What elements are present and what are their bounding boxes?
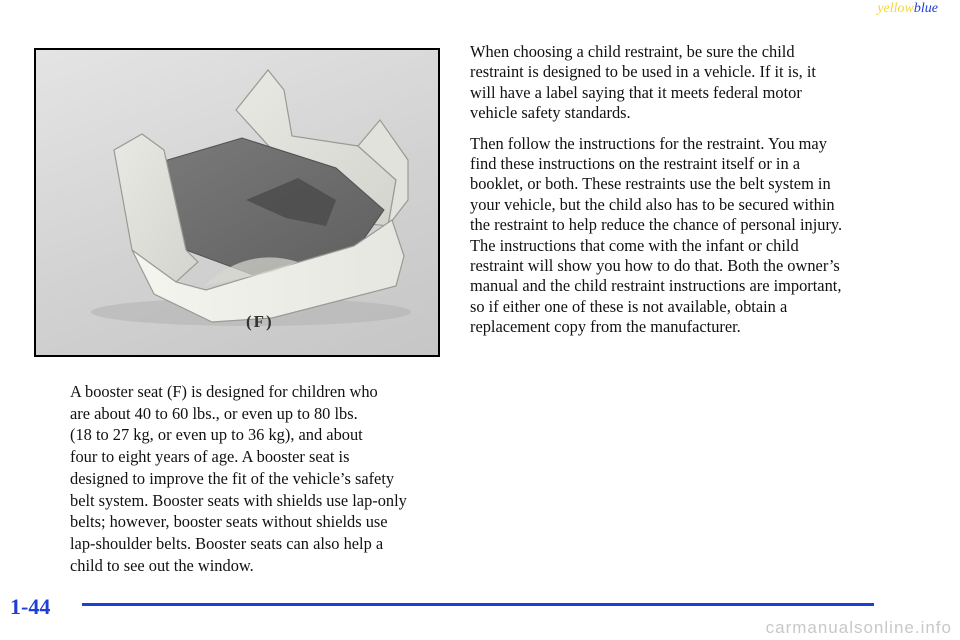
paragraph-line: the restraint to help reduce the chance of personal injury. — [470, 215, 843, 235]
color-tag-yellow: yellow — [877, 1, 914, 16]
booster-seat-illustration — [34, 48, 440, 357]
color-tag-blue: blue — [913, 1, 938, 16]
caption-line: are about 40 to 60 lbs., or even up to 80 lbs. — [70, 403, 358, 423]
paragraph-line: Then follow the instructions for the restraint. You may — [470, 133, 827, 153]
booster-seat-drawing — [36, 50, 438, 355]
caption-line: belts; however, booster seats without shields use — [70, 512, 388, 532]
paragraph-choosing-restraint — [470, 42, 885, 124]
caption-line: lap-shoulder belts. Booster seats can also help a — [70, 533, 384, 553]
paragraph-line: restraint is designed to be used in a vehicle. If it is, it — [470, 62, 816, 82]
caption-line: designed to improve the fit of the vehicle’s safety — [70, 468, 395, 488]
paragraph-line: replacement copy from the manufacturer. — [470, 317, 741, 337]
paragraph-line: When choosing a child restraint, be sure the child — [470, 42, 795, 61]
paragraph-line: vehicle safety standards. — [470, 103, 631, 123]
caption-line: four to eight years of age. A booster seat is — [70, 447, 350, 467]
paragraph-line: manual and the child restraint instructions are important, — [470, 276, 842, 296]
caption-line: A booster seat (F) is designed for children who — [70, 382, 378, 401]
paragraph-line: restraint will show you how to do that. Both the owner’s — [470, 256, 840, 276]
paragraph-line: find these instructions on the restraint itself or in a — [470, 154, 801, 174]
paragraph-follow-instructions — [470, 134, 885, 338]
paragraph-line: booklet, or both. These restraints use the belt system in — [470, 174, 831, 194]
paragraph-line: so if either one of these is not available, obtain a — [470, 296, 788, 316]
watermark: carmanualsonline.info — [765, 618, 952, 637]
paragraph-line: your vehicle, but the child also has to be secured within — [470, 194, 835, 214]
figure-label: (F) — [246, 312, 274, 331]
paragraph-line: The instructions that come with the infant or child — [470, 235, 799, 255]
paragraph-line: will have a label saying that it meets federal motor — [470, 82, 802, 102]
footer-divider — [82, 603, 874, 606]
caption-line: (18 to 27 kg, or even up to 36 kg), and about — [70, 425, 363, 445]
color-tag — [877, 0, 938, 18]
caption-line: belt system. Booster seats with shields use lap-only — [70, 490, 407, 510]
caption-line: child to see out the window. — [70, 555, 254, 575]
booster-seat-caption — [70, 381, 450, 576]
right-column-text — [470, 42, 885, 348]
page-number: 1-44 — [10, 594, 51, 619]
